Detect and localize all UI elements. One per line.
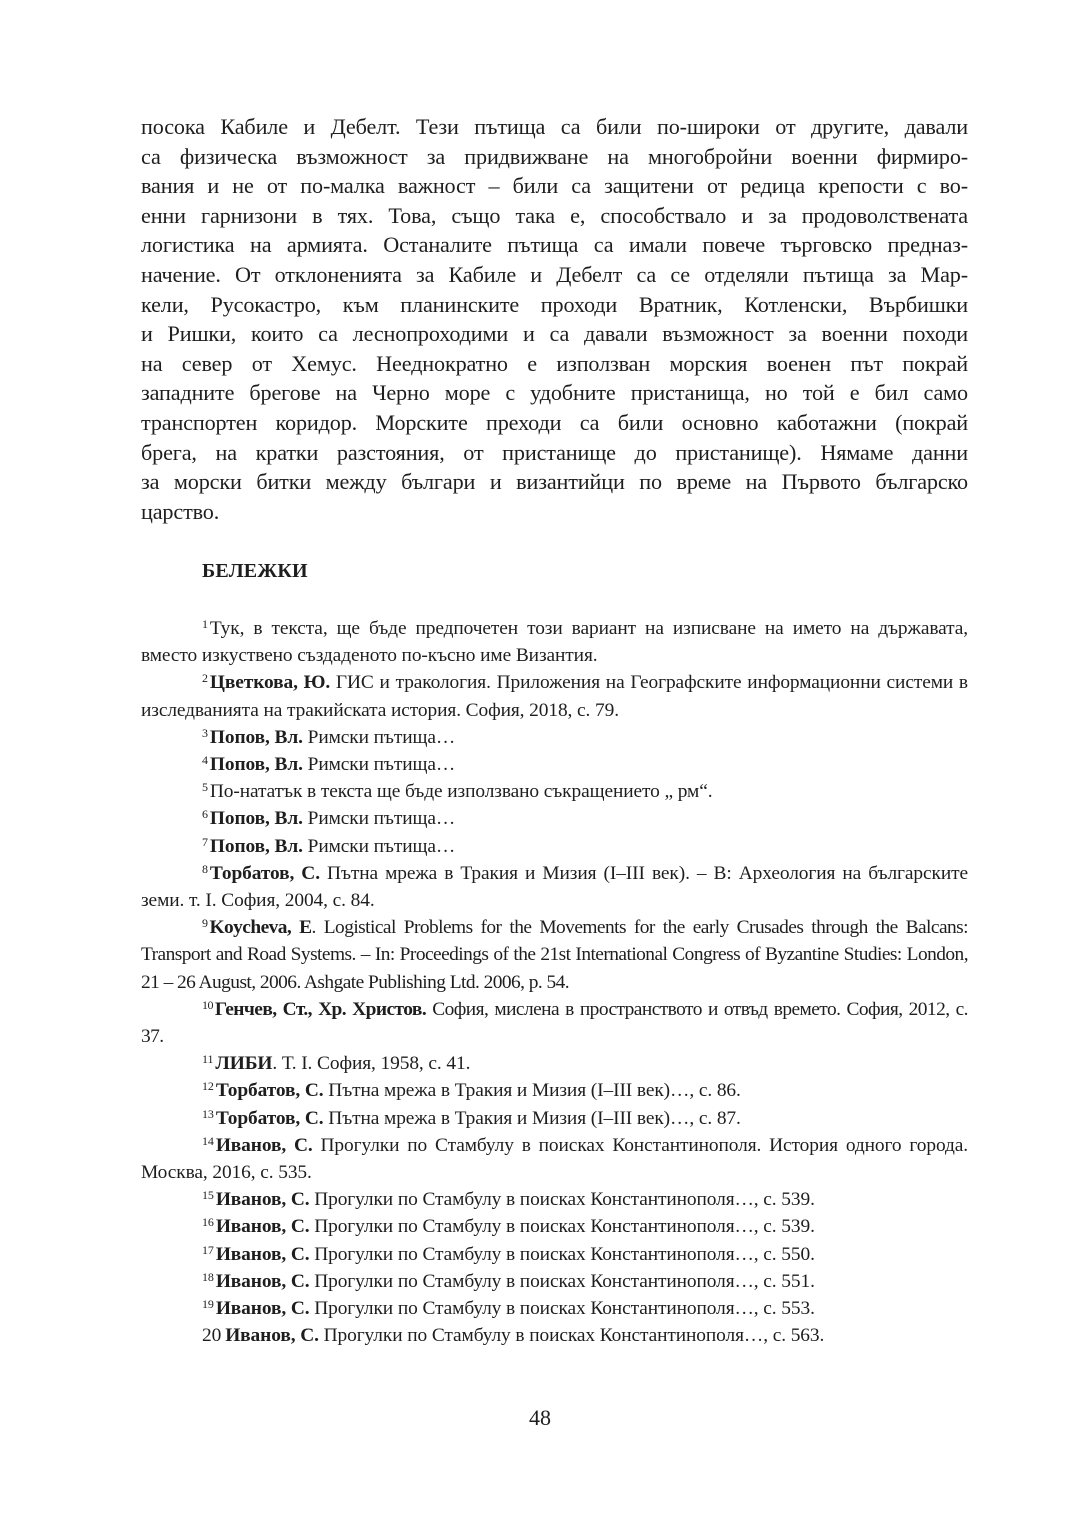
- footnote-author: ЛИБИ: [215, 1053, 273, 1075]
- footnote-number: 11: [202, 1052, 214, 1067]
- footnote: [141, 1132, 968, 1186]
- footnote: [141, 751, 968, 778]
- footnote: [141, 996, 968, 1050]
- body-paragraph: [141, 112, 968, 526]
- body-line: енни гарнизони в тях. Това, също така е, способствало и за продоволствената: [141, 202, 968, 228]
- footnote-text: Римски пътища…: [302, 808, 456, 830]
- footnote: [141, 805, 968, 832]
- footnote-number: 14: [202, 1133, 214, 1148]
- footnote: [141, 1050, 968, 1077]
- notes-list: [141, 615, 968, 1349]
- footnote-text: Пътна мрежа в Тракия и Мизия (I–III век)…, с. 86.: [323, 1080, 741, 1102]
- footnote-text: Прогулки по Стамбулу в поисках Константинополя…, с. 551.: [309, 1270, 815, 1292]
- footnote-author: Торбатов, С.: [209, 862, 320, 884]
- footnote-number: 4: [202, 753, 208, 768]
- footnote: [141, 914, 968, 996]
- footnote: [141, 860, 968, 914]
- footnote-number: 20: [202, 1325, 222, 1347]
- body-line: логистика на армията. Останалите пътища са имали повече търговско предназ-: [141, 232, 968, 258]
- footnote-author: Цветкова, Ю.: [209, 672, 331, 694]
- footnote-number: 2: [202, 671, 208, 686]
- body-line: западните брегове на Черно море с удобните пристанища, но той е бил само: [141, 380, 968, 406]
- footnote: [141, 1213, 968, 1240]
- body-text: [141, 112, 968, 526]
- footnote-author: Попов, Вл.: [209, 754, 303, 776]
- footnote: [141, 615, 968, 669]
- footnote-number: 7: [202, 834, 208, 849]
- footnote-author: Иванов, С.: [215, 1189, 310, 1211]
- body-line: посока Кабиле и Дебелт. Тези пътища са били по-широки от другите, давали: [141, 114, 968, 139]
- footnote-text: Прогулки по Стамбулу в поисках Константинополя. История одного города. Москва, 2016, с. 535.: [141, 1134, 968, 1184]
- footnote-number: 17: [202, 1242, 214, 1257]
- footnote-text: Прогулки по Стамбулу в поисках Константинополя…, с. 550.: [309, 1243, 815, 1265]
- footnote-number: 6: [202, 807, 208, 822]
- footnote-text: Римски пътища…: [302, 726, 456, 748]
- footnote-number: 10: [202, 997, 213, 1012]
- footnote-text: Пътна мрежа в Тракия и Мизия (I–III век)…, с. 87.: [323, 1107, 741, 1129]
- footnote-author: Иванов, С.: [215, 1270, 310, 1292]
- footnote: [141, 1322, 968, 1349]
- footnote-number: 18: [202, 1269, 214, 1284]
- footnote: [141, 778, 968, 805]
- footnote-number: 8: [202, 861, 208, 876]
- footnote-number: 1: [202, 617, 208, 631]
- body-line: и Ришки, които са леснопроходими и са давали възможност за военни походи: [141, 321, 968, 347]
- footnote-author: Иванов, С.: [215, 1216, 310, 1238]
- footnote-number: 16: [202, 1215, 214, 1230]
- body-line: транспортен коридор. Морските преходи са били основно каботажни (покрай: [141, 409, 968, 435]
- footnote-number: 19: [202, 1297, 214, 1312]
- footnote-author: Торбатов, С.: [215, 1080, 324, 1102]
- body-line: са физическа възможност за придвижване на многобройни военни фирмиро-: [141, 143, 968, 169]
- footnote: [141, 1241, 968, 1268]
- footnote-text: ГИС и тракология. Приложения на Географските информационни системи в изследванията на тракийската история. София, 2018, с. 79.: [141, 672, 968, 721]
- footnote-number: 13: [202, 1106, 214, 1121]
- footnote: [141, 833, 968, 860]
- footnote-number: 3: [202, 725, 208, 740]
- footnote-author: Иванов, С.: [215, 1134, 313, 1156]
- footnote-text: Прогулки по Стамбулу в поисках Константинополя…, с. 539.: [309, 1216, 815, 1238]
- footnote-text: София, мислена в пространството и отвъд времето. София, 2012, с. 37.: [141, 998, 968, 1048]
- footnote-author: Торбатов, С.: [215, 1107, 324, 1129]
- footnote-text: Пътна мрежа в Тракия и Мизия (I–III век). – В: Археология на българските земи. т. I. София, 2004, с. 84.: [141, 862, 968, 912]
- footnote-text: Прогулки по Стамбулу в поисках Константинополя…, с. 563.: [318, 1325, 825, 1347]
- footnote: [141, 1077, 968, 1104]
- footnote: [141, 1186, 968, 1213]
- footnote-author: Иванов, С.: [215, 1298, 310, 1320]
- footnote: [141, 1295, 968, 1322]
- body-line: на север от Хемус. Нееднократно е използван морския военен път покрай: [141, 350, 968, 376]
- footnote-author: Попов, Вл.: [209, 808, 303, 830]
- footnote-author: Попов, Вл.: [209, 726, 303, 748]
- footnote-text: . Т. I. София, 1958, с. 41.: [272, 1053, 471, 1075]
- footnote-text: По-нататък в текста ще бъде използвано съкращението „ рм“.: [209, 781, 713, 803]
- footnote-text: Прогулки по Стамбулу в поисках Константинополя…, с. 553.: [309, 1298, 815, 1320]
- footnote-number: 9: [202, 916, 208, 931]
- body-line: кели, Русокастро, към планинските проходи Вратник, Котленски, Върбишки: [141, 291, 968, 317]
- footnote-author: Koycheva, E: [209, 917, 312, 939]
- footnote-author: Иванов, С.: [225, 1325, 319, 1347]
- footnote-author: Генчев, Ст., Хр. Христов.: [214, 998, 427, 1020]
- footnote: [141, 1105, 968, 1132]
- footnote: [141, 724, 968, 751]
- page-number: 48: [529, 1405, 551, 1430]
- footnote-text: Римски пътища…: [302, 835, 456, 857]
- footnote-number: 15: [202, 1188, 214, 1203]
- body-line: брега, на кратки разстояния, от пристанище до пристанище). Нямаме данни: [141, 439, 968, 465]
- body-line: за морски битки между българи и византийци по време на Първото българско: [141, 469, 968, 495]
- body-line: вания и не от по-малка важност – били са защитени от редица крепости с во-: [141, 173, 968, 199]
- footnote: [141, 1268, 968, 1295]
- footnote-text: Прогулки по Стамбулу в поисках Константинополя…, с. 539.: [309, 1189, 815, 1211]
- footnote-text: Римски пътища…: [302, 754, 456, 776]
- footnote-author: Иванов, С.: [215, 1243, 310, 1265]
- footnote-number: 5: [202, 780, 208, 795]
- footnote-number: 12: [202, 1079, 214, 1094]
- body-line: царство.: [141, 498, 220, 524]
- footnote-text: . Logistical Problems for the Movements for the early Crusades through the Balcans: Transport and Road Systems. – In: Proceedings of the 21st International Congress of Byzantine Studies: London, 21 – 26 August, 2006. Ashgate Publishing Ltd. 2006, p. 54.: [141, 917, 968, 993]
- footnote-text: Тук, в текста, ще бъде предпочетен този вариант на изписване на името на държавата, вместо изкуствено създаденото по-късно име Византия.: [141, 618, 968, 667]
- footnote: [141, 669, 968, 723]
- body-line: начение. От отклоненията за Кабиле и Дебелт са се отделяли пътища за Мар-: [141, 261, 968, 287]
- footnote-author: Попов, Вл.: [209, 835, 303, 857]
- notes-heading: БЕЛЕЖКИ: [202, 560, 308, 582]
